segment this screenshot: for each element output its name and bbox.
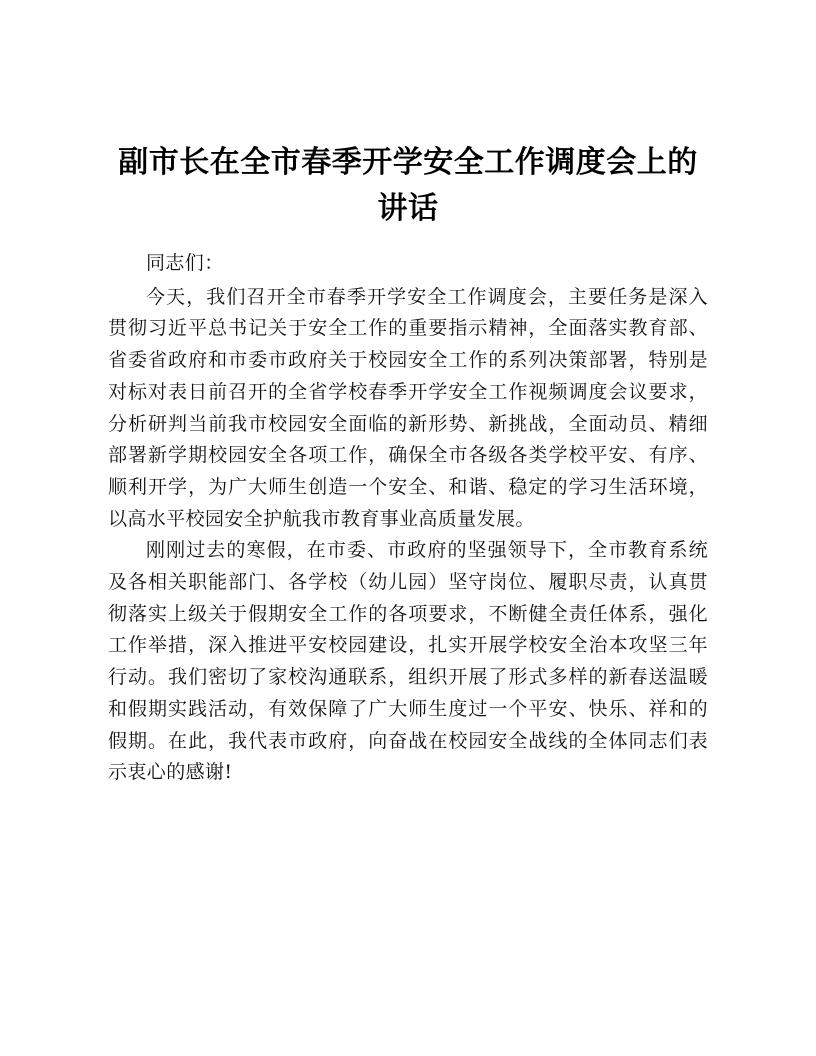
salutation: 同志们： — [146, 252, 224, 274]
document-page — [108, 140, 708, 789]
document-body — [108, 248, 708, 789]
paragraph-opening: 今天，我们召开全市春季开学安全工作调度会，主要任务是深入贯彻习近平总书记关于安全工作的重要指示精神，全面落实教育部、省委省政府和市委市政府关于校园安全工作的系列决策部署，特别是对标对表日前召开的全省学校春季开学安全工作视频调度会议要求，分析研判当前我市校园安全面临的新形势、新挑战，全面动员、精细部署新学期校园安全各项工作，确保全市各级各类学校平安、有序、顺利开学，为广大师生创造一个安全、和谐、稳定的学习生活环境，以高水平校园安全护航我市教育事业高质量发展。 — [108, 285, 708, 530]
paragraph-review: 刚刚过去的寒假，在市委、市政府的坚强领导下，全市教育系统及各相关职能部门、各学校（幼儿园）坚守岗位、履职尽责，认真贯彻落实上级关于假期安全工作的各项要求，不断健全责任体系，强化工作举措，深入推进平安校园建设，扎实开展学校安全治本攻坚三年行动。我们密切了家校沟通联系，组织开展了形式多样的新春送温暖和假期实践活动，有效保障了广大师生度过一个平安、快乐、祥和的假期。在此，我代表市政府，向奋战在校园安全战线的全体同志们表示衷心的感谢! — [108, 539, 708, 784]
document-title: 副市长在全市春季开学安全工作调度会上的讲话 — [118, 145, 698, 226]
